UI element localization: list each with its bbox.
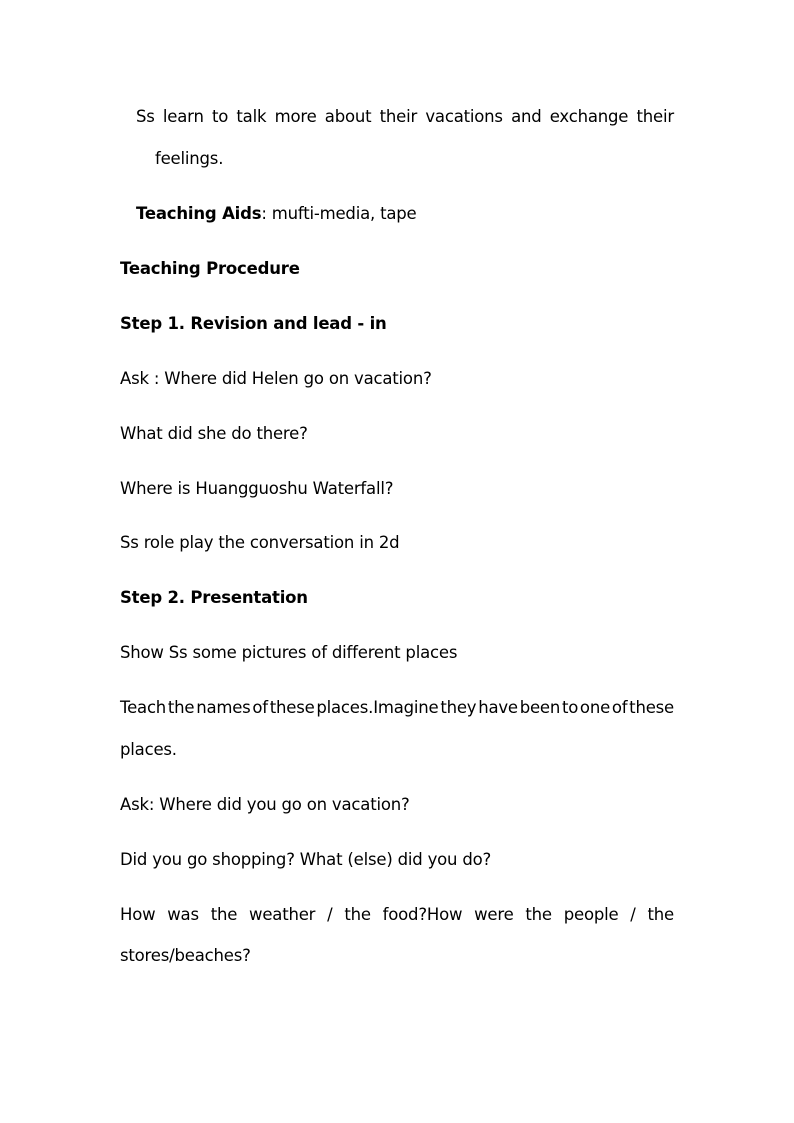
word: to — [211, 107, 229, 126]
step2-line-6 — [120, 905, 674, 925]
word: of — [252, 698, 268, 717]
word: How — [120, 905, 156, 924]
word: was — [167, 905, 199, 924]
word: were — [474, 905, 514, 924]
word: exchange — [549, 107, 629, 126]
procedure-heading: Teaching Procedure — [120, 259, 300, 278]
word: the — [167, 698, 195, 717]
step2-line-3: places. — [120, 740, 177, 759]
word: names — [196, 698, 251, 717]
word: the — [647, 905, 674, 924]
word: talk — [236, 107, 267, 126]
word: places.Imagine — [316, 698, 439, 717]
word: learn — [162, 107, 204, 126]
word: / — [630, 905, 636, 924]
step2-line-2 — [120, 698, 674, 718]
step1-line-1: Ask : Where did Helen go on vacation? — [120, 369, 432, 388]
step2-line-5: Did you go shopping? What (else) did you do? — [120, 850, 492, 869]
step1-line-3: Where is Huangguoshu Waterfall? — [120, 479, 394, 498]
word: food?How — [382, 905, 463, 924]
word: these — [629, 698, 674, 717]
word: their — [379, 107, 418, 126]
teaching-aids-label: Teaching Aids — [136, 204, 262, 223]
word: have — [478, 698, 518, 717]
word: these — [269, 698, 315, 717]
word: they — [440, 698, 477, 717]
word: vacations — [425, 107, 503, 126]
step2-line-7: stores/beaches? — [120, 946, 251, 965]
word: their — [636, 107, 674, 126]
word: more — [274, 107, 317, 126]
step1-line-4: Ss role play the conversation in 2d — [120, 533, 400, 552]
word: been — [519, 698, 561, 717]
step2-line-1: Show Ss some pictures of different places — [120, 643, 458, 662]
step2-line-4: Ask: Where did you go on vacation? — [120, 795, 410, 814]
word: and — [511, 107, 542, 126]
word: the — [210, 905, 238, 924]
word: weather — [249, 905, 316, 924]
word: one — [579, 698, 611, 717]
word: Teach — [120, 698, 167, 717]
word: the — [525, 905, 552, 924]
step1-heading: Step 1. Revision and lead - in — [120, 314, 387, 333]
word: / — [327, 905, 333, 924]
teaching-aids-value: : mufti-media, tape — [261, 204, 417, 223]
word: Ss — [136, 107, 155, 126]
word: to — [561, 698, 579, 717]
word: the — [344, 905, 371, 924]
objective-line-1 — [136, 107, 674, 127]
teaching-aids-line — [136, 204, 417, 224]
word: about — [324, 107, 372, 126]
word: of — [611, 698, 628, 717]
word: people — [563, 905, 619, 924]
step1-line-2: What did she do there? — [120, 424, 308, 443]
step2-heading: Step 2. Presentation — [120, 588, 308, 607]
objective-line-2: feelings. — [155, 149, 224, 168]
